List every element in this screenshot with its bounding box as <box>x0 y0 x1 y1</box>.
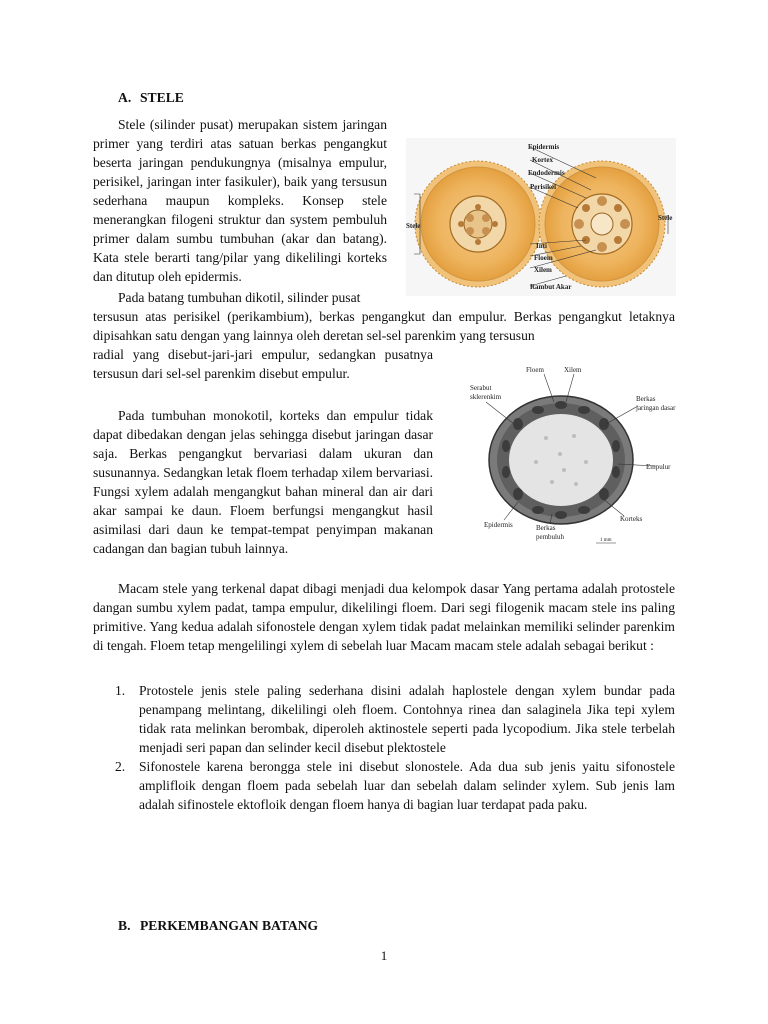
list-item-text: Sifonostele karena berongga stele ini disebut slonostele. Ada dua sub jenis yaitu sifonostele amplifloik dengan floem pada sebelah luar dan sebelah dalam selinder xylem. Sub jenis lam adalah sifinostele ektofloik dengan floem hanya di bagian luar terdapat pada paku. <box>139 759 675 812</box>
paragraph-1-text: Stele (silinder pusat) merupakan sistem jaringan primer yang terdiri atas satuan berkas pengangkut beserta jaringan pendukungnya (misalnya empulur, perisikel, jaringan inter fasikuler), baik yang tersusun sederhana maupun kompleks. Konsep stele menerangkan filogeni struktur dan system pembuluh primer dalam sumbu tumbuhan (akar dan batang). Kata stele berarti tang/pilar yang dikelilingi korteks dan ditutup oleh epidermis. <box>93 117 387 284</box>
fig1-label-kortex: Kortex <box>532 156 553 164</box>
fig2-label-berkas-jd2: jaringan dasar <box>636 404 676 412</box>
fig2-label-empulur: Empulur <box>646 463 671 471</box>
fig2-label-floem: Floem <box>526 366 544 374</box>
list-item <box>93 757 675 814</box>
fig1-label-stele-left: Stele <box>406 222 421 230</box>
fig2-label-berkas-jd1: Berkas <box>636 395 656 403</box>
fig2-label-sklerenkim: sklerenkim <box>470 393 502 401</box>
fig1-label-rambut-akar: Rambut Akar <box>530 283 572 291</box>
paragraph-3-block <box>93 406 675 558</box>
paragraph-3: Pada tumbuhan monokotil, korteks dan empulur tidak dapat dibedakan dengan jelas sehingga disebut jaringan dasar saja. Berkas pengangkut bervariasi dalam ukuran dan susunannya. Sedangkan letak floem terhadap xilem bervariasi. Fungsi xylem adalah mengangkut bahan mineral dan air dari akar sampai ke daun. Floem berfungsi mengangkut hasil asimilasi dari daun ke tempat-tempat penyimpan makanan cadangan dan bagian tubuh lainnya. <box>93 408 433 556</box>
section-b-title: PERKEMBANGAN BATANG <box>140 918 319 933</box>
fig2-label-berkas-p1: Berkas <box>536 524 556 532</box>
section-b-number: B. <box>118 918 131 933</box>
paragraph-2-first-line: Pada batang tumbuhan dikotil, silinder pusat <box>118 290 361 305</box>
section-a-number: A. <box>118 90 132 105</box>
section-b-heading <box>118 916 318 935</box>
fig2-scale: 1 mm <box>600 538 612 543</box>
stele-types-list <box>93 681 675 814</box>
list-item <box>93 681 675 757</box>
fig2-label-korteks: Korteks <box>620 515 643 523</box>
section-a-heading <box>118 88 184 107</box>
fig1-label-perisikel: Perisikel <box>530 183 557 191</box>
fig1-label-stele-right: Stele <box>658 214 673 222</box>
paragraph-1 <box>93 115 675 286</box>
paragraph-1-block <box>93 115 675 292</box>
paragraph-2-block <box>93 288 675 383</box>
fig1-label-floem: Floem <box>534 254 553 262</box>
list-item-number: 2. <box>115 759 126 774</box>
fig2-label-serabut: Serabut <box>470 384 492 392</box>
fig2-label-xilem: Xilem <box>564 366 582 374</box>
paragraph-4: Macam stele yang terkenal dapat dibagi menjadi dua kelompok dasar Yang pertama adalah protostele dangan sumbu xylem padat, tampa empulur, dikelilingi floem. Dari segi filogenik macam stele ins paling primitive. Yang kedua adalah sifonostele dengan xylem tidak padat melainkan memiliki selinder parenkim di tengah. Floem tetap mengelilingi xylem di sebelah luar Macam macam stele adalah sebagai berikut : <box>93 581 675 653</box>
fig1-label-xilem: Xilem <box>534 266 552 274</box>
page-number: 1 <box>380 948 388 963</box>
fig1-label-epidermis: Epidermis <box>528 143 560 151</box>
section-a-title: STELE <box>140 90 184 105</box>
paragraph-2-tail: radial yang disebut-jari-jari empulur, sedangkan pusatnya tersusun dari sel-sel parenkim disebut empulur. <box>93 347 433 381</box>
fig1-label-endodermis: Endodermis <box>528 169 565 177</box>
fig2-label-berkas-p2: pembuluh <box>536 533 564 541</box>
stele-types-list-block <box>93 681 675 814</box>
paragraph-4-block <box>93 579 675 655</box>
list-item-text: Protostele jenis stele paling sederhana disini adalah haplostele dengan xylem bundar pada penampang melintang, dikelilingi oleh floem. Contohnya rinea dan salaginela Jika tepi xylem tidak rata melinkan berombak, diperoleh aktinostele seperti pada lycopodium. Jika stele terbelah menjadi seri papan dan selinder kecil disebut plektostele <box>139 683 675 755</box>
fig1-label-inti: Inti <box>536 242 547 250</box>
list-item-number: 1. <box>115 683 126 698</box>
paragraph-2-middle: tersusun atas perisikel (perikambium), berkas pengangkut dan empulur. Berkas pengangkut letaknya dipisahkan satu dengan yang lainnya oleh deretan sel-sel parenkim yang tersusun <box>93 309 675 343</box>
figure-1-float-spacer <box>387 136 675 292</box>
fig2-label-epidermis: Epidermis <box>484 521 513 529</box>
